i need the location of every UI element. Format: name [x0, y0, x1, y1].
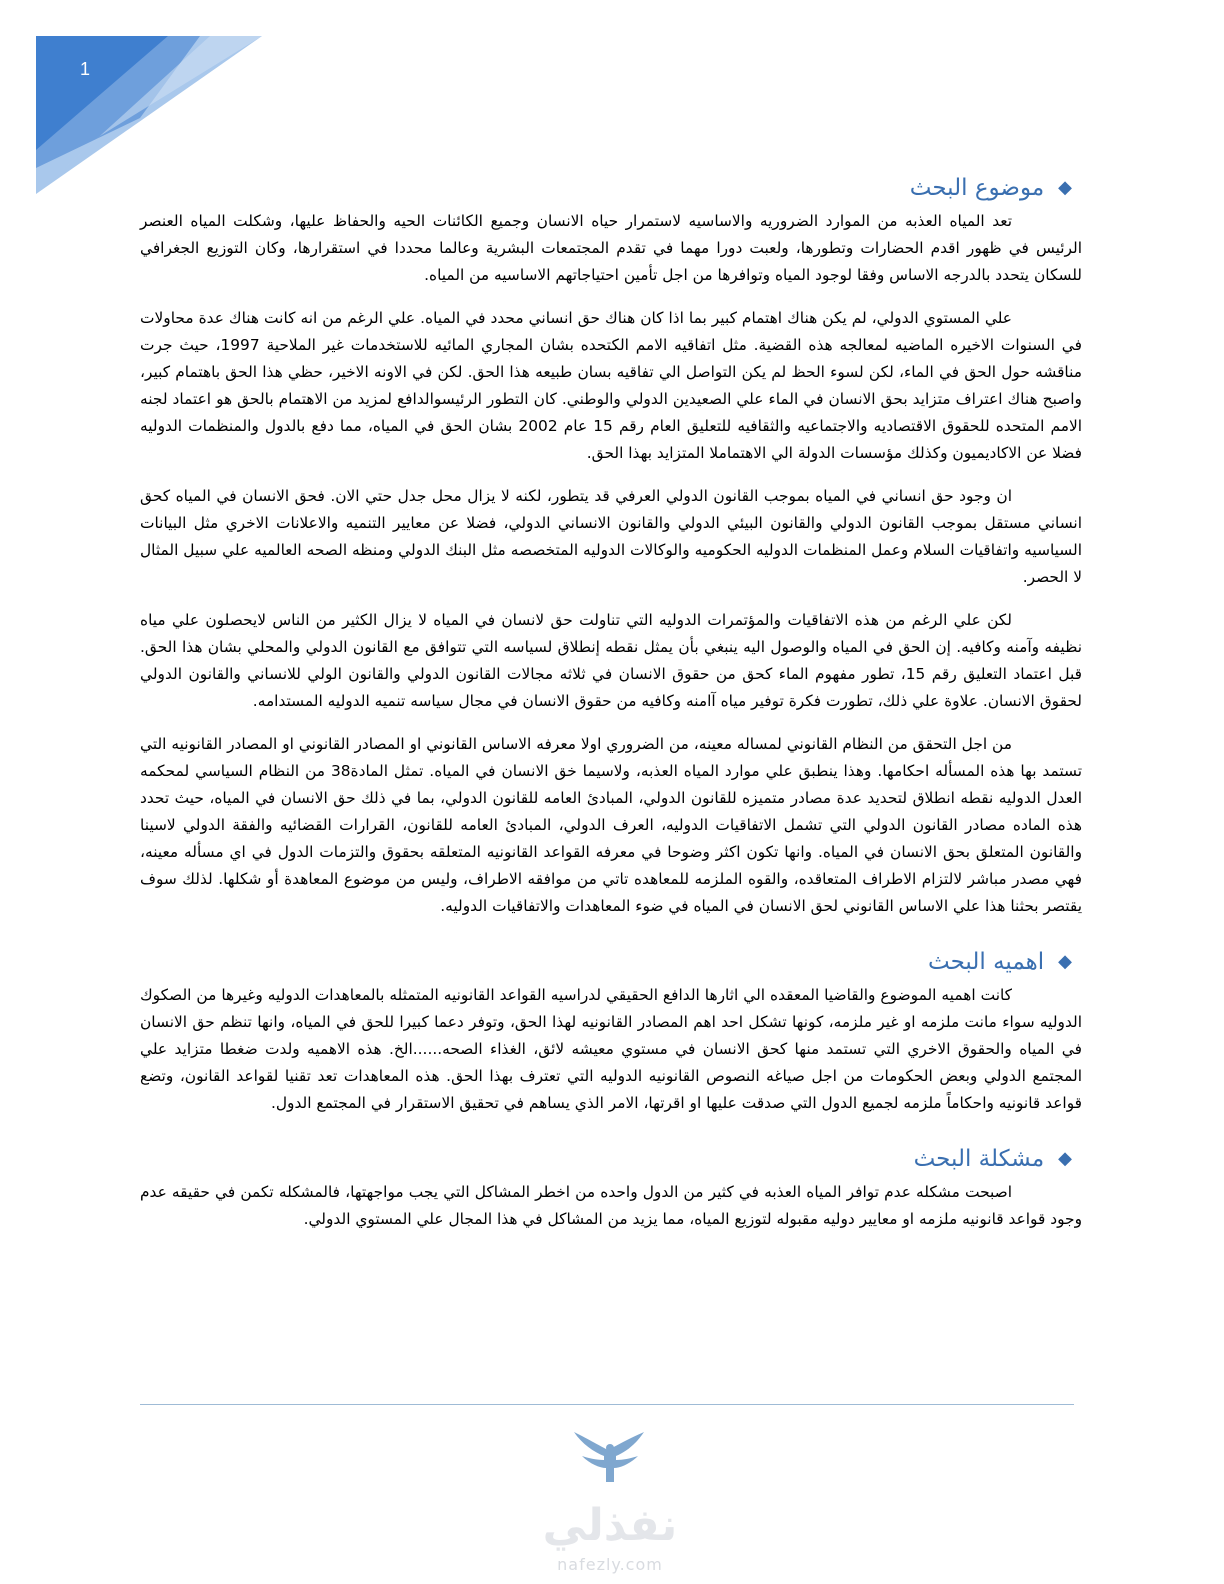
- footer-divider: [140, 1404, 1074, 1405]
- section-heading-problem: [140, 1139, 1072, 1179]
- section-title: مشكلة البحث: [913, 1145, 1045, 1172]
- paragraph: اصبحت مشكله عدم توافر المياه العذبه في كثير من الدول واحده من اخطر المشاكل التي يجب مواجهتها، فالمشكله تكمن في حقيقه عدم وجود قواعد قانونيه ملزمه او معايير دوليه مقبوله لتوزيع المياه، مما يزيد من المشاكل في هذا المجال علي المستوي الدولي.: [140, 1183, 1082, 1228]
- section-heading-topic: [140, 168, 1072, 208]
- paragraph: تعد المياه العذبه من الموارد الضروريه والاساسيه لاستمرار حياه الانسان وجميع الكائنات الحيه والحفاظ عليها، وشكلت المياه العنصر الرئيس في ظهور اقدم الحضارات وتطورها، ولعبت دورا مهما في تقدم المجتمعات البشرية وعالما محددا في استقرارها، وكان التوزيع الجغرافي للسكان يتحدد بالدرجه الاساس وفقا لوجود المياه وتوافرها من اجل تأمين احتياجاتهم الاساسيه من المياه.: [140, 212, 1082, 284]
- document-body: [140, 168, 1082, 1249]
- section-title: موضوع البحث: [909, 174, 1045, 201]
- diamond-bullet-icon: ◆: [1058, 1148, 1072, 1169]
- page-number: 1: [80, 59, 91, 79]
- footer-site: nafezly.com: [557, 1555, 663, 1574]
- paragraph: كانت اهميه الموضوع والقاضيا المعقده الي اثارها الدافع الحقيقي لدراسيه القواعد القانونيه المتمثله بالمعاهدات الدوليه وغيرها من الصكوك الدوليه سواء مانت ملزمه او غير ملزمه، كونها تشكل احد اهم المصادر القانونيه لهذا الحق، وتوفر دعما كبيرا للحق في المياه، وانها تنظم حق الانسان في المياه والحقوق الاخري التي تستمد منها كحق الانسان في مستوي معيشه لائق، الغذاء الصحه......الخ. هذه الاهميه ولدت ضغطا متزايد علي المجتمع الدولي وبعض الحكومات من اجل صياغه النصوص القانونيه الدوليه التي تعترف بهذا الحق. هذه المعاهدات تعد تقنيا لقواعد القانون، وتضع قواعد قانونيه واحكاماً ملزمه لجميع الدول التي صدقت عليها او اقرتها، الامر الذي يساهم في تحقيق الاستقرار في المجتمع الدول.: [140, 986, 1082, 1112]
- paragraph: ان وجود حق انساني في المياه بموجب القانون الدولي العرفي قد يتطور، لكنه لا يزال محل جدل حتي الان. فحق الانسان في المياه كحق انساني مستقل بموجب القانون الدولي والقانون البيئي الدولي والقانون الانساني الدولي، فضلا عن معايير التنميه والاعلانات الاخري مثل البيانات السياسيه واتفاقيات السلام وعمل المنظمات الدوليه الحكوميه والوكالات الدوليه المتخصصه مثل البنك الدولي ومنظه الصحه العالميه علي سبيل المثال لا الحصر.: [140, 487, 1082, 586]
- diamond-bullet-icon: ◆: [1058, 951, 1072, 972]
- section-title: اهميه البحث: [927, 948, 1045, 975]
- paragraph: لكن علي الرغم من هذه الاتفاقيات والمؤتمرات الدوليه التي تناولت حق لانسان في المياه لا يزال الكثير من الناس لايحصلون علي مياه نظيفه وآمنه وكافيه. إن الحق في المياه والوصول اليه ينبغي بأن يمثل نقطه إنطلاق لسياسه التي تتوافق مع القانون الدولي والمحلي بشان هذا الحق. قبل اعتماد التعليق رقم 15، تطور مفهوم الماء كحق من حقوق الانسان في ثلاثه مجالات القانون الدولي والقانون الولي للانساني والقانون الدولي لحقوق الانسان. علاوة علي ذلك، تطورت فكرة توفير مياه آامنه وكافيه من حقوق الانسان في مجال سياسه تنميه الدوليه المستدامه.: [140, 611, 1082, 710]
- paragraph: من اجل التحقق من النظام القانوني لمساله معينه، من الضروري اولا معرفه الاساس القانوني او المصادر القانوني او المصادر القانونيه التي تستمد بها هذه المسأله احكامها. وهذا ينطبق علي موارد المياه العذبه، ولاسيما خق الانسان في المياه. تمثل المادة38 من النظام السياسي لمحكمه العدل الدوليه نقطه انطلاق لتحديد عدة مصادر متميزه للقانون الدولي، المبادئ العامه للقانون الدولي، بما في ذلك حق الانسان في المياه، حيث تحدد هذه الماده مصادر القانون الدولي التي تشمل الاتفاقيات الدوليه، العرف الدولي، المبادئ العامه للقانون، القرارات القضائيه والفقة الدولي لاسينا والقانون المتعلق بحق الانسان في المياه. وانها تكون اكثر وضوحا في معرفه القواعد القانونيه المتعلقه بحقوق والتزمات الدول في اي مسأله معينه، فهي مصدر مباشر لالتزام الاطراف المتعاقده، والقوه الملزمه للمعاهده تاتي من موافقه الاطراف، وليس من موضوع المعاهدة أو شكلها. لذلك سوف يقتصر بحثنا هذا علي الاساس القانوني لحق الانسان في المياه في ضوء المعاهدات والاتفاقيات الدوليه.: [140, 735, 1083, 915]
- section-heading-importance: [140, 942, 1072, 982]
- paragraph: علي المستوي الدولي، لم يكن هناك اهتمام كبير بما اذا كان هناك حق انساني محدد في المياه. علي الرغم من انه كانت هناك عدة محاولات في السنوات الاخيره الماضيه لمعالجه هذه القضية. مثل اتفاقيه الامم الكتحده بشان المجاري المائيه للاستخدمات غير الملاحية 1997، حيث جرت مناقشه حول الحق في الماء، لكن لسوء الحظ لم يكن التواصل الي تفاقيه بسان طبيعه هذا الحق. لكن في الاونه الاخير، حظي هذا الحق باهتمام كبير، واصبح هناك اعتراف متزايد بحق الانسان في الماء علي الصعيدين الدولي والوطني. كان التطور الرئيسوالدافع لمزيد من الاهتمام بالحق هو اعتماد لجنه الامم المتحده للحقوق الاقتصاديه والاجتماعيه والثقافيه للتعليق العام رقم 15 عام 2002 بشان الحق في المياه، مما دفع بالدول والمنظمات الدوليه فضلا عن الاكاديميون وكذلك مؤسسات الدولة الي الاهتماملا المتزايد بهذا الحق.: [140, 309, 1082, 462]
- diamond-bullet-icon: ◆: [1058, 177, 1072, 198]
- footer-brand: نفذلي: [542, 1500, 678, 1551]
